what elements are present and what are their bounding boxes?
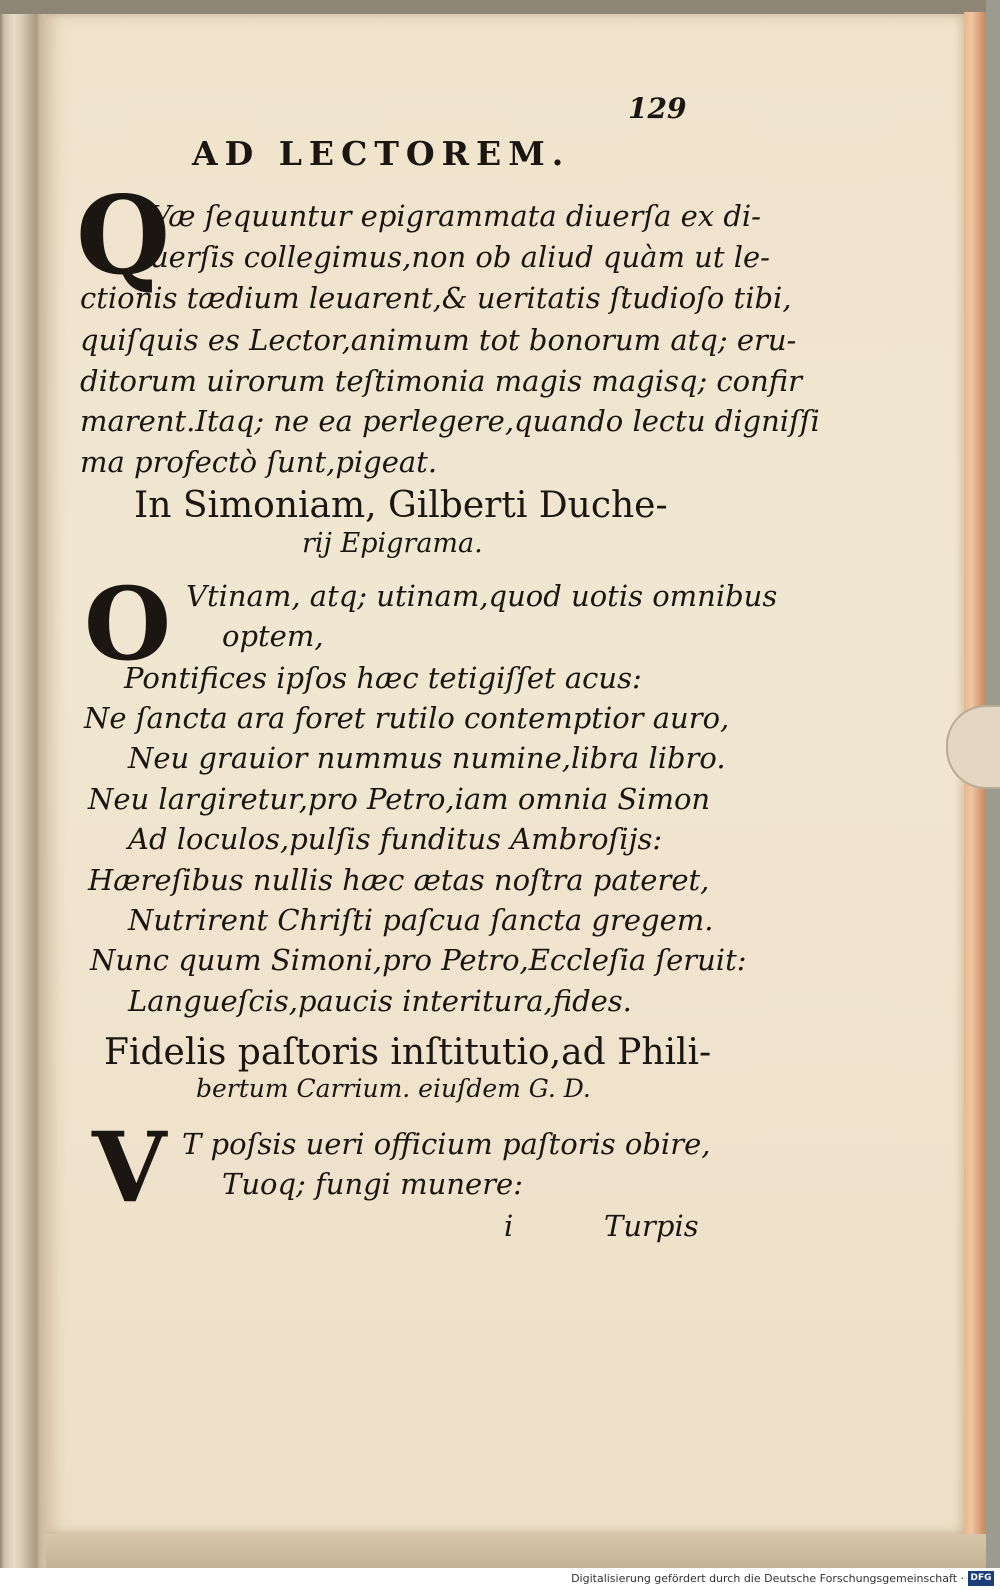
- verse-line: optem,: [222, 619, 324, 653]
- poem-subheading: bertum Carrium. eiuſdem G. D.: [196, 1074, 591, 1103]
- running-title: AD LECTOREM.: [192, 134, 571, 173]
- preface-line: marent.Itaq; ne ea perlegere,quando lectu digniſſi: [80, 404, 820, 438]
- preface-line: Væ ſequuntur epigrammata diuerſa ex di-: [150, 199, 761, 233]
- preface-line: uerſis collegimus,non ob aliud quàm ut le-: [150, 240, 770, 274]
- poem-subheading: rij Epigrama.: [302, 528, 483, 559]
- drop-cap-q: Q: [76, 173, 171, 299]
- preface-line: ctionis tædium leuarent,& ueritatis ſtudioſo tibi,: [80, 281, 792, 315]
- footer-credit: Digitalisierung gefördert durch die Deutsche Forschungsgemeinschaft ·: [571, 1572, 964, 1585]
- verse-line: Hæreſibus nullis hæc ætas noſtra pateret,: [88, 863, 710, 897]
- page-number: 129: [628, 92, 687, 125]
- scan-top-strip: [0, 0, 1000, 14]
- verse-line: T poſsis ueri officium paſtoris obire,: [182, 1127, 711, 1161]
- verse-line: Ne ſancta ara foret rutilo contemptior auro,: [84, 701, 730, 735]
- footer-bar: [0, 1568, 1000, 1590]
- verse-line: Neu grauior nummus numine,libra libro.: [128, 741, 726, 775]
- verse-line: Vtinam, atq; utinam,quod uotis omnibus: [186, 579, 778, 613]
- preface-line: ditorum uirorum teſtimonia magis magisq; confir: [80, 364, 803, 398]
- verse-line: Neu largiretur,pro Petro,iam omnia Simon: [88, 782, 711, 816]
- dfg-logo-icon: DFG: [968, 1571, 994, 1586]
- catchword: Turpis: [604, 1209, 699, 1243]
- drop-cap-v: V: [92, 1111, 167, 1224]
- verse-line: Nunc quum Simoni,pro Petro,Eccleſia ſeruit:: [90, 943, 747, 977]
- signature-mark: i: [504, 1209, 514, 1243]
- drop-cap-o: O: [84, 565, 172, 683]
- poem-heading: Fidelis paſtoris inſtitutio,ad Phili-: [104, 1032, 712, 1073]
- preface-line: quiſquis es Lector,animum tot bonorum atq; eru-: [80, 323, 797, 357]
- verse-line: Tuoq; fungi munere:: [222, 1167, 523, 1201]
- page-bottom-edge: [46, 1534, 986, 1568]
- verse-line: Ad loculos,pulſis funditus Ambroſijs:: [128, 822, 663, 856]
- verse-line: Langueſcis,paucis interitura,fides.: [128, 984, 632, 1018]
- verse-line: Nutrirent Chriſti paſcua ſancta gregem.: [128, 903, 714, 937]
- verse-line: Pontifices ipſos hæc tetigiſſet acus:: [124, 661, 642, 695]
- preface-line: ma profectò ſunt,pigeat.: [80, 445, 438, 479]
- poem-heading: In Simoniam, Gilberti Duche-: [134, 485, 668, 526]
